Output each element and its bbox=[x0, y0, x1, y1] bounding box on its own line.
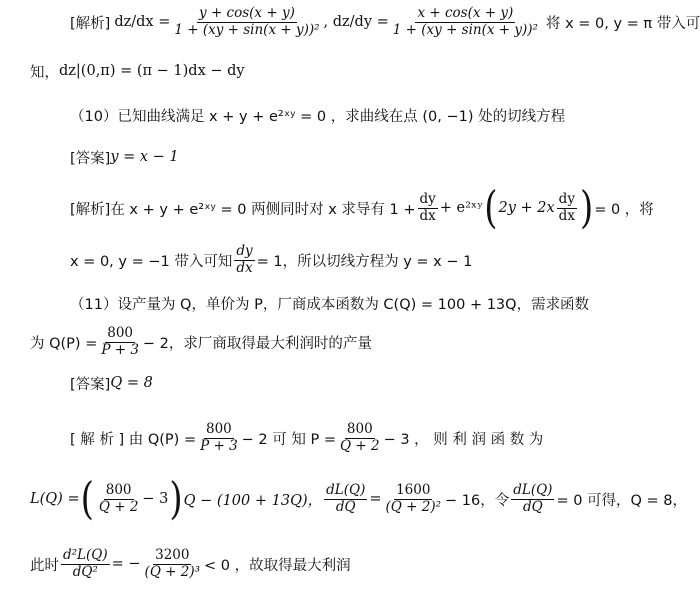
answer-label: [答案] bbox=[70, 376, 111, 393]
right-paren: ) bbox=[579, 182, 594, 234]
fraction-dzdx bbox=[172, 6, 321, 38]
line-tail: − 3 ， 则 利 润 函 数 为 bbox=[383, 431, 544, 448]
fraction-3200 bbox=[143, 548, 203, 580]
answer-value: Q = 8 bbox=[110, 375, 153, 391]
fraction-numerator: dy bbox=[236, 242, 253, 259]
exp-term: + e²ˣʸ bbox=[439, 200, 484, 216]
fraction-numerator: 800 bbox=[107, 324, 134, 341]
dz-dy-label: , dz/dy = bbox=[323, 14, 389, 30]
equals-sign: = − bbox=[111, 556, 141, 572]
fraction-dydx bbox=[418, 192, 438, 224]
line-lead: 此时 bbox=[30, 557, 59, 574]
fraction-denominator: dQ bbox=[335, 498, 356, 515]
fraction-numerator: 800 bbox=[205, 420, 232, 437]
fraction-denominator: 1 + (xy + sin(x + y))² bbox=[392, 21, 538, 38]
line-mid: − 16，令 bbox=[445, 492, 510, 509]
answer-11 bbox=[70, 372, 153, 394]
answer-label: [答案] bbox=[70, 150, 111, 167]
dz-dx-label: dz/dx = bbox=[114, 14, 171, 30]
line-text: x = 0, y = −1 带入可知 bbox=[70, 253, 233, 270]
fraction-numerator: d²L(Q) bbox=[63, 546, 108, 563]
fraction-demand bbox=[99, 326, 141, 358]
fraction-numerator: dL(Q) bbox=[513, 481, 553, 498]
fraction-numerator: 800 bbox=[105, 481, 132, 498]
fraction-demand bbox=[198, 422, 240, 454]
line-tail: 将 x = 0, y = π 带入可 bbox=[545, 15, 700, 32]
solution-line-1 bbox=[70, 2, 700, 42]
question-11-line-2 bbox=[30, 322, 372, 362]
fraction-numerator: 3200 bbox=[155, 546, 190, 563]
solution-line-2 bbox=[30, 60, 245, 82]
fraction-denominator: dx bbox=[419, 207, 436, 224]
fraction-denominator: dx bbox=[558, 207, 575, 224]
fraction-denominator: dQ bbox=[522, 498, 543, 515]
line-lead: 知， bbox=[30, 64, 59, 81]
solution-10-line-2 bbox=[70, 240, 472, 280]
fraction-numerator: dy bbox=[558, 190, 575, 207]
fraction-denominator: (Q + 2)³ bbox=[144, 563, 201, 580]
line-lead: 为 Q(P) = bbox=[30, 335, 98, 352]
solution-11-line-1 bbox=[70, 416, 543, 460]
solution-10-line-1 bbox=[70, 182, 654, 234]
fraction-derivative-2 bbox=[511, 483, 554, 515]
question-number: （11） bbox=[70, 296, 118, 313]
question-11 bbox=[70, 292, 589, 314]
fraction-numerator: y + cos(x + y) bbox=[199, 4, 295, 21]
line-tail: < 0 ，故取得最大利润 bbox=[204, 557, 351, 574]
fraction-denominator: P + 3 bbox=[101, 341, 139, 358]
fraction-second-derivative bbox=[61, 548, 110, 580]
analysis-label: [ 解 析 ] 由 Q(P) = bbox=[70, 431, 197, 448]
answer-10 bbox=[70, 146, 179, 168]
fraction-denominator: Q + 2 bbox=[340, 437, 380, 454]
line-lead: L(Q) = bbox=[30, 491, 80, 507]
equals-sign: = bbox=[369, 491, 382, 507]
fraction-dydx-inner bbox=[557, 192, 577, 224]
fraction-denominator: dx bbox=[236, 259, 253, 276]
line-tail: − 2，求厂商取得最大利润时的产量 bbox=[142, 335, 372, 352]
fraction-numerator: dy bbox=[419, 190, 436, 207]
left-paren: ( bbox=[484, 182, 498, 234]
question-number: （10） bbox=[70, 108, 118, 125]
minus-three: − 3 bbox=[142, 491, 169, 507]
profit-expression: Q − (100 + 13Q)， bbox=[183, 492, 323, 509]
fraction-1600 bbox=[384, 483, 444, 515]
fraction-denominator: P + 3 bbox=[200, 437, 238, 454]
fraction-numerator: 800 bbox=[346, 420, 373, 437]
left-paren: ( bbox=[80, 473, 94, 525]
right-paren: ) bbox=[169, 473, 183, 525]
inner-expression: 2y + 2x bbox=[498, 200, 555, 216]
fraction-denominator: Q + 2 bbox=[98, 498, 139, 515]
fraction-denominator: (Q + 2)² bbox=[385, 498, 441, 515]
question-10 bbox=[70, 104, 565, 126]
line-tail: = 0 ，将 bbox=[594, 201, 654, 218]
fraction-numerator: 1600 bbox=[396, 481, 431, 498]
fraction-numerator: dL(Q) bbox=[326, 481, 366, 498]
solution-11-line-3 bbox=[30, 540, 351, 588]
fraction-dydx bbox=[234, 244, 254, 276]
fraction-price bbox=[338, 422, 382, 454]
fraction-derivative bbox=[324, 483, 367, 515]
solution-11-line-2 bbox=[30, 475, 687, 523]
question-text: 已知曲线满足 x + y + e²ˣʸ = 0 ，求曲线在点 (0, −1) 处的切线方程 bbox=[117, 108, 566, 125]
fraction-dzdy bbox=[391, 6, 540, 38]
fraction-denominator: dQ² bbox=[72, 563, 98, 580]
question-text: 设产量为 Q，单价为 P，厂商成本函数为 C(Q) = 100 + 13Q，需求函数 bbox=[117, 296, 590, 313]
fraction-numerator: x + cos(x + y) bbox=[417, 4, 514, 21]
fraction-denominator: 1 + (xy + sin(x + y))² bbox=[174, 21, 320, 38]
total-differential: dz|(0,π) = (π − 1)dx − dy bbox=[59, 63, 245, 79]
fraction-price bbox=[97, 483, 141, 515]
line-tail: = 0 可得，Q = 8， bbox=[556, 492, 688, 509]
line-tail: = 1，所以切线方程为 y = x − 1 bbox=[256, 253, 473, 270]
line-text: 在 x + y + e²ˣʸ = 0 两侧同时对 x 求导有 1 + bbox=[110, 201, 416, 218]
analysis-label: [解析] bbox=[70, 15, 111, 32]
answer-value: y = x − 1 bbox=[110, 149, 179, 165]
analysis-label: [解析] bbox=[70, 201, 111, 218]
line-mid: − 2 可 知 P = bbox=[241, 431, 336, 448]
